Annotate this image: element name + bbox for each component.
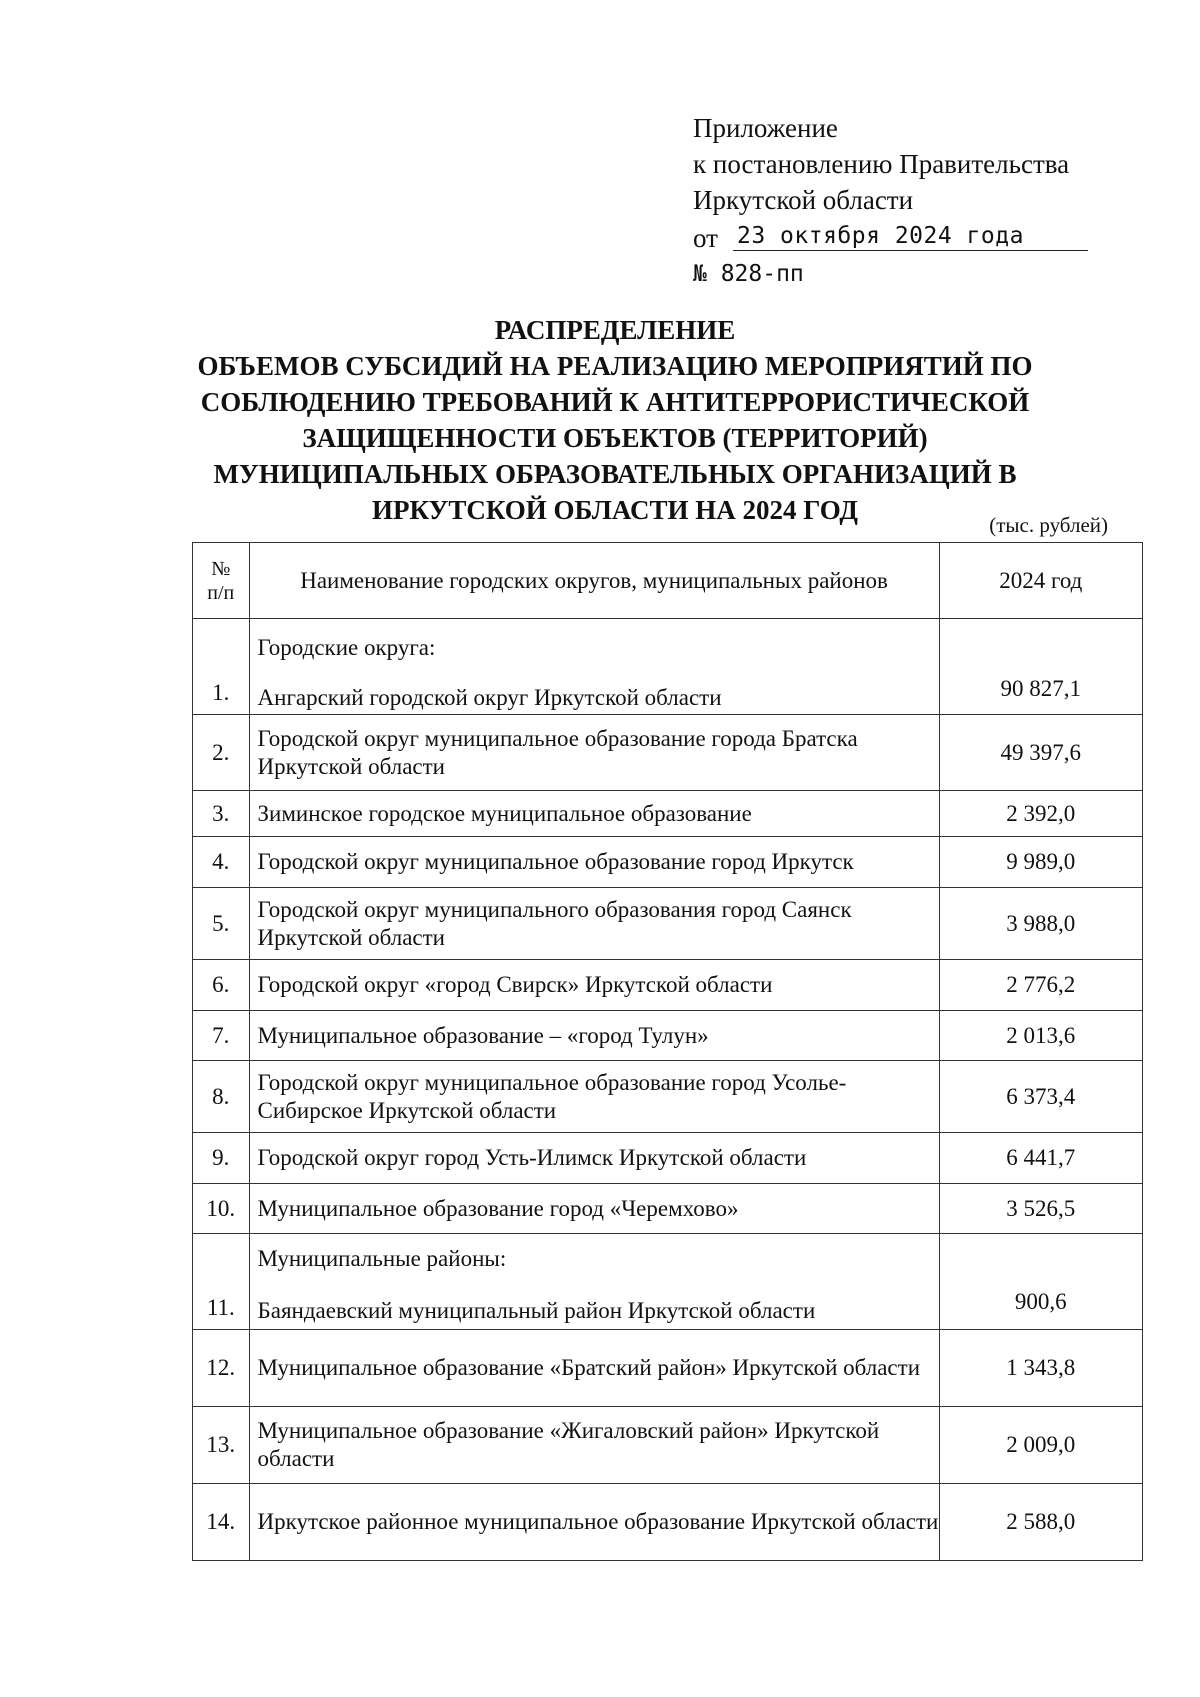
row-value: 3 526,5	[939, 1184, 1142, 1234]
table-row	[193, 1407, 1143, 1484]
group-title-districts: Муниципальные районы:	[257, 1246, 507, 1271]
table-row	[193, 960, 1143, 1011]
header-number	[193, 543, 250, 619]
row-number: 12.	[193, 1330, 250, 1407]
row-number: 7.	[193, 1011, 250, 1061]
row-number: 6.	[193, 960, 250, 1011]
appendix-line-3: Иркутской области	[693, 185, 914, 215]
distribution-table	[192, 542, 1143, 1561]
row-name: Городской округ муниципальное образование города Братска Иркутской области	[249, 715, 939, 791]
table-row	[193, 1484, 1143, 1561]
date-prefix: от	[693, 223, 718, 253]
row-value: 2 392,0	[939, 791, 1142, 837]
title-line-6: ИРКУТСКОЙ ОБЛАСТИ НА 2024 ГОД	[372, 495, 858, 525]
row-name: Городской округ муниципального образования город Саянск Иркутской области	[249, 888, 939, 960]
row-number: 13.	[193, 1407, 250, 1484]
row-value: 2 013,6	[939, 1011, 1142, 1061]
row-number: 14.	[193, 1484, 250, 1561]
table-row	[193, 1011, 1143, 1061]
row-value: 2 588,0	[939, 1484, 1142, 1561]
row-name: Зиминское городское муниципальное образование	[249, 791, 939, 837]
row-name: Городской округ город Усть-Илимск Иркутской области	[249, 1133, 939, 1184]
table-row	[193, 837, 1143, 888]
title-line-5: МУНИЦИПАЛЬНЫХ ОБРАЗОВАТЕЛЬНЫХ ОРГАНИЗАЦИЙ В	[213, 459, 1017, 489]
row-value: 49 397,6	[939, 715, 1142, 791]
header-number-sign: №	[211, 557, 231, 580]
resolution-date: 23 октября 2024 года	[733, 218, 1088, 251]
row-number: 3.	[193, 791, 250, 837]
appendix-number-line	[693, 254, 1113, 290]
table-row	[193, 1330, 1143, 1407]
row-name: Городской округ муниципальное образование город Иркутск	[249, 837, 939, 888]
table-row	[193, 715, 1143, 791]
row-name	[249, 619, 939, 715]
row-value: 90 827,1	[939, 619, 1142, 715]
title-line-3: СОБЛЮДЕНИЮ ТРЕБОВАНИЙ К АНТИТЕРРОРИСТИЧЕСКОЙ	[200, 387, 1030, 417]
table-header-row	[193, 543, 1143, 619]
header-year: 2024 год	[939, 543, 1142, 619]
row-name-text: Ангарский городской округ Иркутской области	[257, 685, 722, 710]
row-number: 2.	[193, 715, 250, 791]
row-value: 6 441,7	[939, 1133, 1142, 1184]
row-name: Муниципальное образование «Братский район» Иркутской области	[249, 1330, 939, 1407]
document-title	[150, 312, 1080, 528]
appendix-date-line	[693, 218, 1113, 254]
row-name: Муниципальное образование город «Черемхово»	[249, 1184, 939, 1234]
row-number: 5.	[193, 888, 250, 960]
title-line-2: ОБЪЕМОВ СУБСИДИЙ НА РЕАЛИЗАЦИЮ МЕРОПРИЯТИЙ ПО	[197, 351, 1033, 381]
row-name	[249, 1234, 939, 1330]
table-row	[193, 1061, 1143, 1133]
row-name: Городской округ «город Свирск» Иркутской области	[249, 960, 939, 1011]
row-number: 1.	[193, 619, 250, 715]
table-row	[193, 619, 1143, 715]
row-name: Муниципальное образование «Жигаловский район» Иркутской области	[249, 1407, 939, 1484]
row-number: 8.	[193, 1061, 250, 1133]
table-row	[193, 1133, 1143, 1184]
row-value: 2 776,2	[939, 960, 1142, 1011]
header-number-pp: п/п	[207, 581, 235, 604]
row-number: 9.	[193, 1133, 250, 1184]
header-name: Наименование городских округов, муниципальных районов	[249, 543, 939, 619]
units-label: (тыс. рублей)	[989, 513, 1108, 537]
table-row	[193, 791, 1143, 837]
appendix-line-1: Приложение	[693, 113, 838, 143]
row-value: 9 989,0	[939, 837, 1142, 888]
table-row	[193, 1184, 1143, 1234]
row-name: Муниципальное образование – «город Тулун»	[249, 1011, 939, 1061]
row-value: 900,6	[939, 1234, 1142, 1330]
row-number: 10.	[193, 1184, 250, 1234]
row-value: 2 009,0	[939, 1407, 1142, 1484]
table-row	[193, 888, 1143, 960]
row-name: Городской округ муниципальное образование город Усолье-Сибирское Иркутской области	[249, 1061, 939, 1133]
row-name: Иркутское районное муниципальное образование Иркутской области	[249, 1484, 939, 1561]
title-line-4: ЗАЩИЩЕННОСТИ ОБЪЕКТОВ (ТЕРРИТОРИЙ)	[302, 423, 928, 453]
title-line-1: РАСПРЕДЕЛЕНИЕ	[494, 315, 736, 345]
appendix-block	[693, 110, 1113, 290]
row-number: 4.	[193, 837, 250, 888]
group-title-cities: Городские округа:	[257, 635, 436, 660]
row-value: 6 373,4	[939, 1061, 1142, 1133]
row-value: 1 343,8	[939, 1330, 1142, 1407]
resolution-number: № 828-пп	[693, 261, 804, 287]
row-value: 3 988,0	[939, 888, 1142, 960]
row-number: 11.	[193, 1234, 250, 1330]
row-name-text: Баяндаевский муниципальный район Иркутской области	[257, 1298, 816, 1323]
table-row	[193, 1234, 1143, 1330]
appendix-line-2: к постановлению Правительства	[693, 149, 1070, 179]
